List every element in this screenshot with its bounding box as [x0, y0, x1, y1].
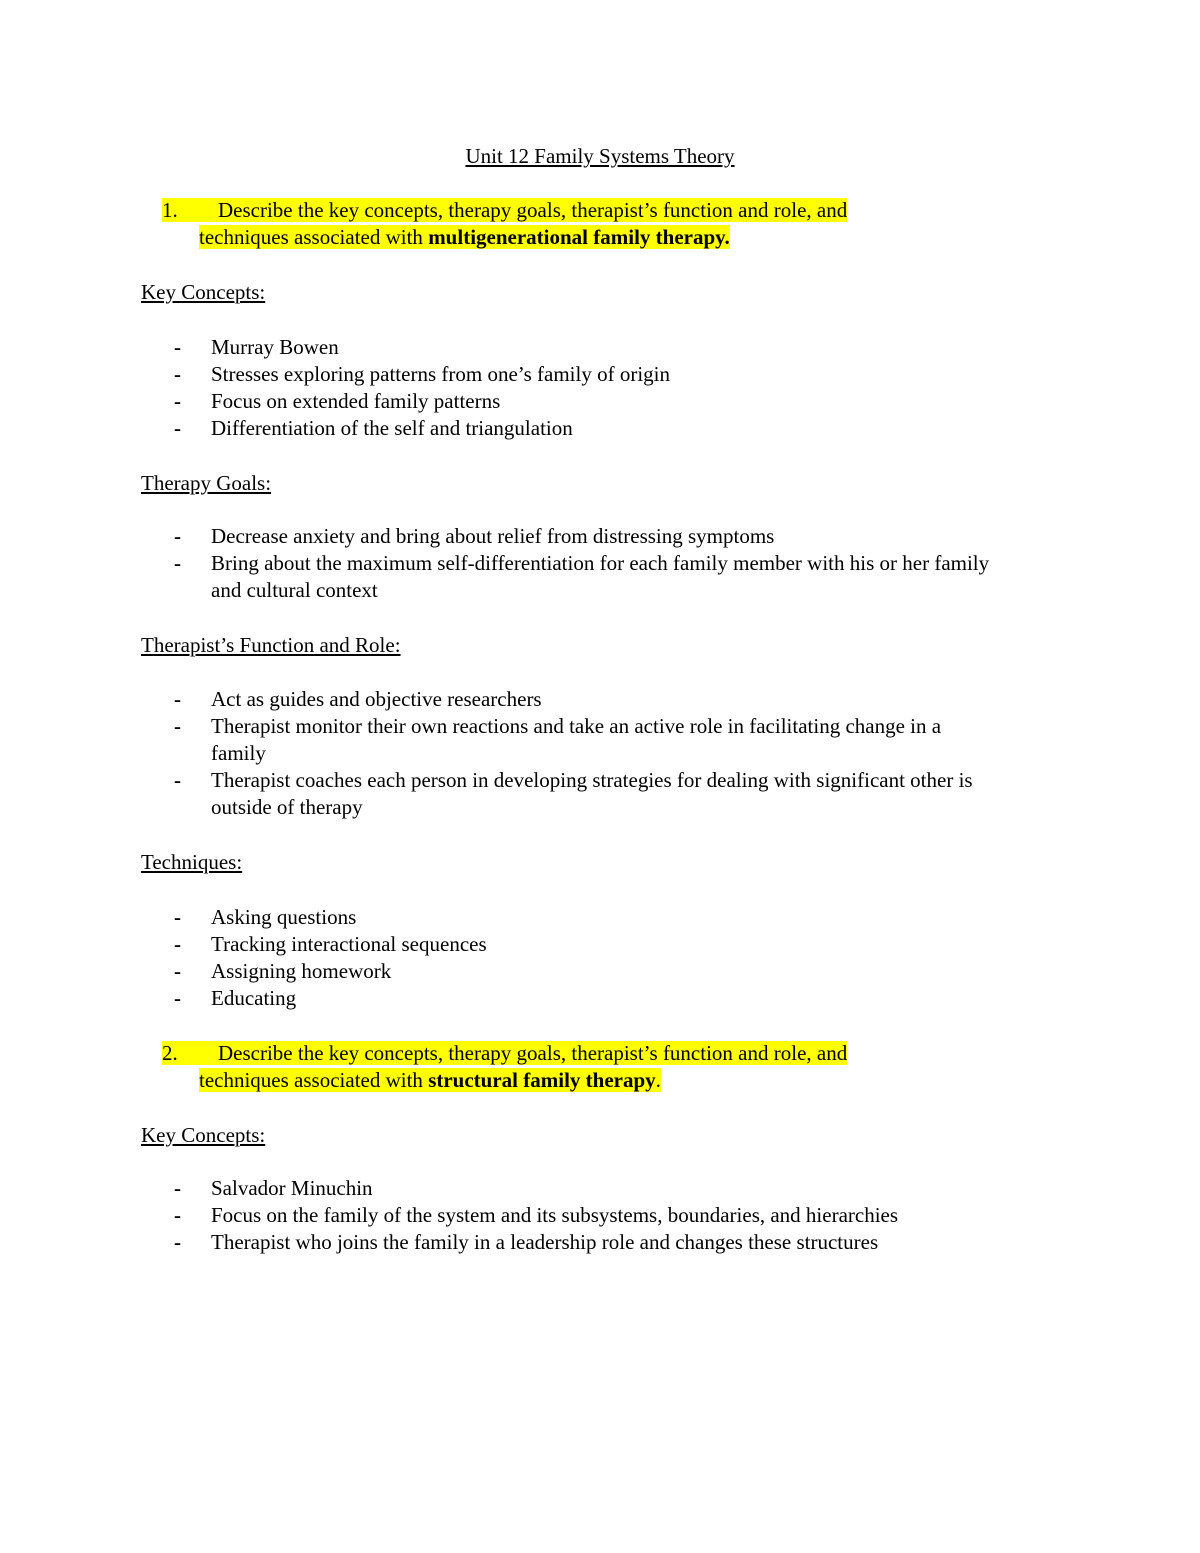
question-2-text-line-1: Describe the key concepts, therapy goals, therapist’s function and role, and: [218, 1041, 848, 1065]
key-concepts-heading-2: Key Concepts:: [141, 1123, 266, 1147]
therapist-role-list: [0, 686, 1200, 821]
question-2-number: 2.: [162, 1041, 178, 1065]
question-1: [162, 197, 942, 251]
list-item: - Stresses exploring patterns from one’s family of origin: [174, 362, 670, 386]
list-item: - Educating: [174, 986, 297, 1010]
key-concepts-heading-1: Key Concepts:: [141, 280, 266, 304]
list-item: - Bring about the maximum self-differentiation for each family member with his or her family and cultural context: [174, 551, 990, 602]
question-1-line-1: [162, 197, 942, 224]
question-2-text-suffix: .: [655, 1068, 661, 1092]
list-item: - Salvador Minuchin: [174, 1176, 373, 1200]
bullet-dash: -: [174, 959, 181, 983]
question-1-line-2: [162, 224, 942, 251]
list-item: - Murray Bowen: [174, 335, 339, 359]
list-item: - Focus on the family of the system and its subsystems, boundaries, and hierarchies: [174, 1203, 899, 1227]
bullet-dash: -: [174, 416, 181, 440]
list-item: - Differentiation of the self and triangulation: [174, 416, 573, 440]
key-concepts-list-2: [0, 1175, 1200, 1256]
list-item: - Therapist coaches each person in developing strategies for dealing with significant other is outside of therapy: [174, 768, 973, 819]
list-item: - Assigning homework: [174, 959, 392, 983]
question-2-line-2: [162, 1067, 942, 1094]
list-item: - Decrease anxiety and bring about relief from distressing symptoms: [174, 524, 775, 548]
question-2-text-prefix: techniques associated with: [199, 1068, 429, 1092]
list-item: - Act as guides and objective researchers: [174, 687, 542, 711]
bullet-dash: -: [174, 905, 181, 929]
question-2-line-1: [162, 1040, 942, 1067]
techniques-heading: Techniques:: [141, 850, 243, 874]
bullet-dash: -: [174, 389, 181, 413]
bullet-dash: -: [174, 335, 181, 359]
techniques-list: [0, 904, 1200, 1012]
bullet-dash: -: [174, 986, 181, 1010]
bullet-dash: -: [174, 768, 181, 792]
therapy-goals-list: [0, 523, 1200, 604]
list-item: - Therapist who joins the family in a leadership role and changes these structures: [174, 1230, 879, 1254]
bullet-dash: -: [174, 362, 181, 386]
list-item: - Therapist monitor their own reactions and take an active role in facilitating change in a family: [174, 714, 942, 765]
bullet-dash: -: [174, 1203, 181, 1227]
question-1-number: 1.: [162, 198, 178, 222]
question-1-text-prefix: techniques associated with: [199, 225, 429, 249]
bullet-dash: -: [174, 714, 181, 738]
question-2-topic: structural family therapy: [428, 1068, 656, 1092]
key-concepts-list-1: [0, 334, 1200, 442]
list-item: - Tracking interactional sequences: [174, 932, 487, 956]
question-2: [162, 1040, 942, 1094]
list-item: - Asking questions: [174, 905, 357, 929]
question-1-topic: multigenerational family therapy.: [428, 225, 730, 249]
bullet-dash: -: [174, 932, 181, 956]
bullet-dash: -: [174, 1230, 181, 1254]
bullet-dash: -: [174, 1176, 181, 1200]
document-title: Unit 12 Family Systems Theory: [465, 144, 735, 168]
question-1-text-line-1: Describe the key concepts, therapy goals, therapist’s function and role, and: [218, 198, 848, 222]
bullet-dash: -: [174, 524, 181, 548]
list-item: - Focus on extended family patterns: [174, 389, 501, 413]
bullet-dash: -: [174, 551, 181, 575]
therapist-role-heading: Therapist’s Function and Role:: [141, 633, 401, 657]
bullet-dash: -: [174, 687, 181, 711]
therapy-goals-heading: Therapy Goals:: [141, 471, 272, 495]
